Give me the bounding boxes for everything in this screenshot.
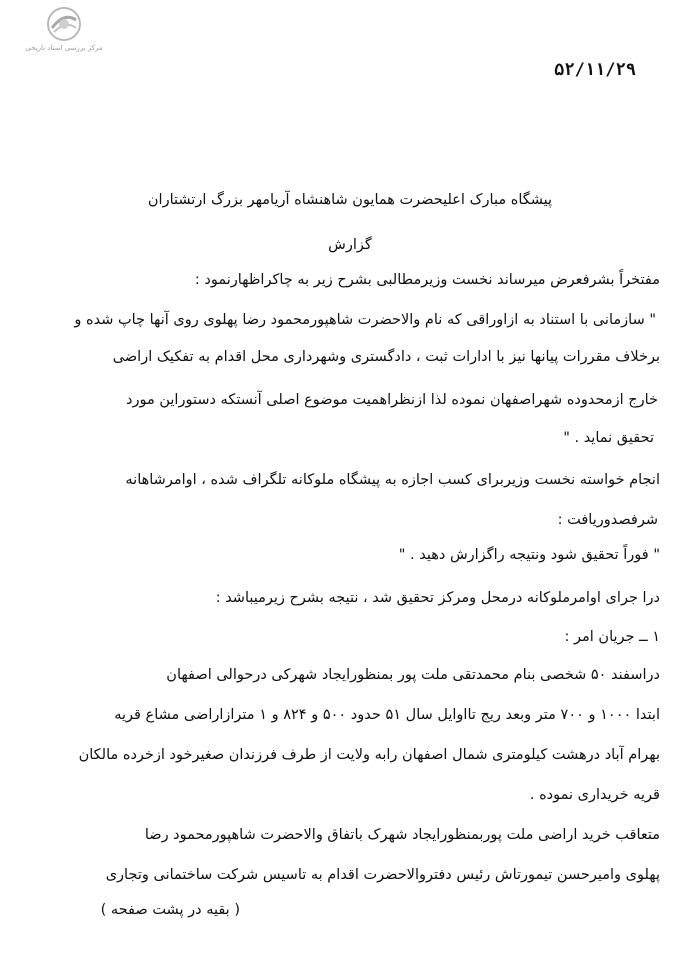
body-line: قریه خریداری نموده .	[529, 787, 660, 803]
archive-watermark	[14, 6, 114, 58]
body-line: برخلاف مقررات پیانها نیز با ادارات ثبت ، دادگستری وشهرداری محل اقدام به تفکیک اراضی	[112, 349, 660, 365]
body-line: پهلوی وامیرحسن تیمورتاش رئیس دفتروالاحضرت اقدام به تاسیس شرکت ساختمانی وتجاری	[105, 867, 660, 883]
body-line: متعاقب خرید اراضی ملت پوربمنظورایجاد شهرک باتفاق والاحضرت شاهپورمحمود رضا	[144, 827, 660, 843]
section-heading: ۱ ــ جریان امر :	[564, 629, 660, 645]
continued-note: ( بقیه در پشت صفحه )	[100, 902, 240, 918]
document-heading: گزارش	[328, 237, 372, 253]
salutation: پیشگاه مبارک اعلیحضرت همایون شاهنشاه آریامهر بزرگ ارتشتاران	[147, 192, 553, 208]
archive-logo-icon	[42, 6, 86, 42]
body-line: انجام خواسته نخست وزیربرای کسب اجازه به پیشگاه ملوکانه تلگراف شده ، اوامرشاهانه	[125, 472, 660, 488]
quoted-order: " فوراً تحقیق شود ونتیجه راگزارش دهید . "	[398, 547, 660, 563]
body-line: بهرام آباد درهشت کیلومتری شمال اصفهان رابه ولایت از طرف فرزندان صغیرخود ازخرده مالکان	[78, 747, 660, 763]
document-date: ۵۲/۱۱/۲۹	[554, 60, 636, 80]
body-line: دراسفند ۵۰ شخصی بنام محمدتقی ملت پور بمنظورایجاد شهرکی درحوالی اصفهان	[166, 667, 660, 683]
watermark-text: مرکز بررسی اسناد تاریخی	[25, 44, 103, 52]
body-line: مفتخراً بشرفعرض میرساند نخست وزیرمطالبی بشرح زیر به چاکراظهارنمود :	[194, 272, 660, 288]
body-line: درا جرای اوامرملوکانه درمحل ومرکز تحقیق شد ، نتیجه بشرح زیرمیباشد :	[215, 590, 660, 606]
body-line: " سازمانی با استناد به ازاوراقی که نام والاحضرت شاهپورمحمود رضا پهلوی روی آنها چاپ شده و	[74, 312, 656, 328]
body-line: خارج ازمحدوده شهراصفهان نموده لذا ازنظراهمیت موضوع اصلی آنستکه دستوراین مورد	[126, 392, 658, 408]
body-line: تحقیق نماید . "	[563, 430, 654, 446]
body-line: شرفصدوریافت :	[557, 512, 658, 528]
body-line: ابتدا ۱۰۰۰ و ۷۰۰ متر وبعد ریج تااوایل سال ۵۱ حدود ۵۰۰ و ۸۲۴ و ۱ مترازاراضی مشاع قریه	[114, 707, 660, 723]
